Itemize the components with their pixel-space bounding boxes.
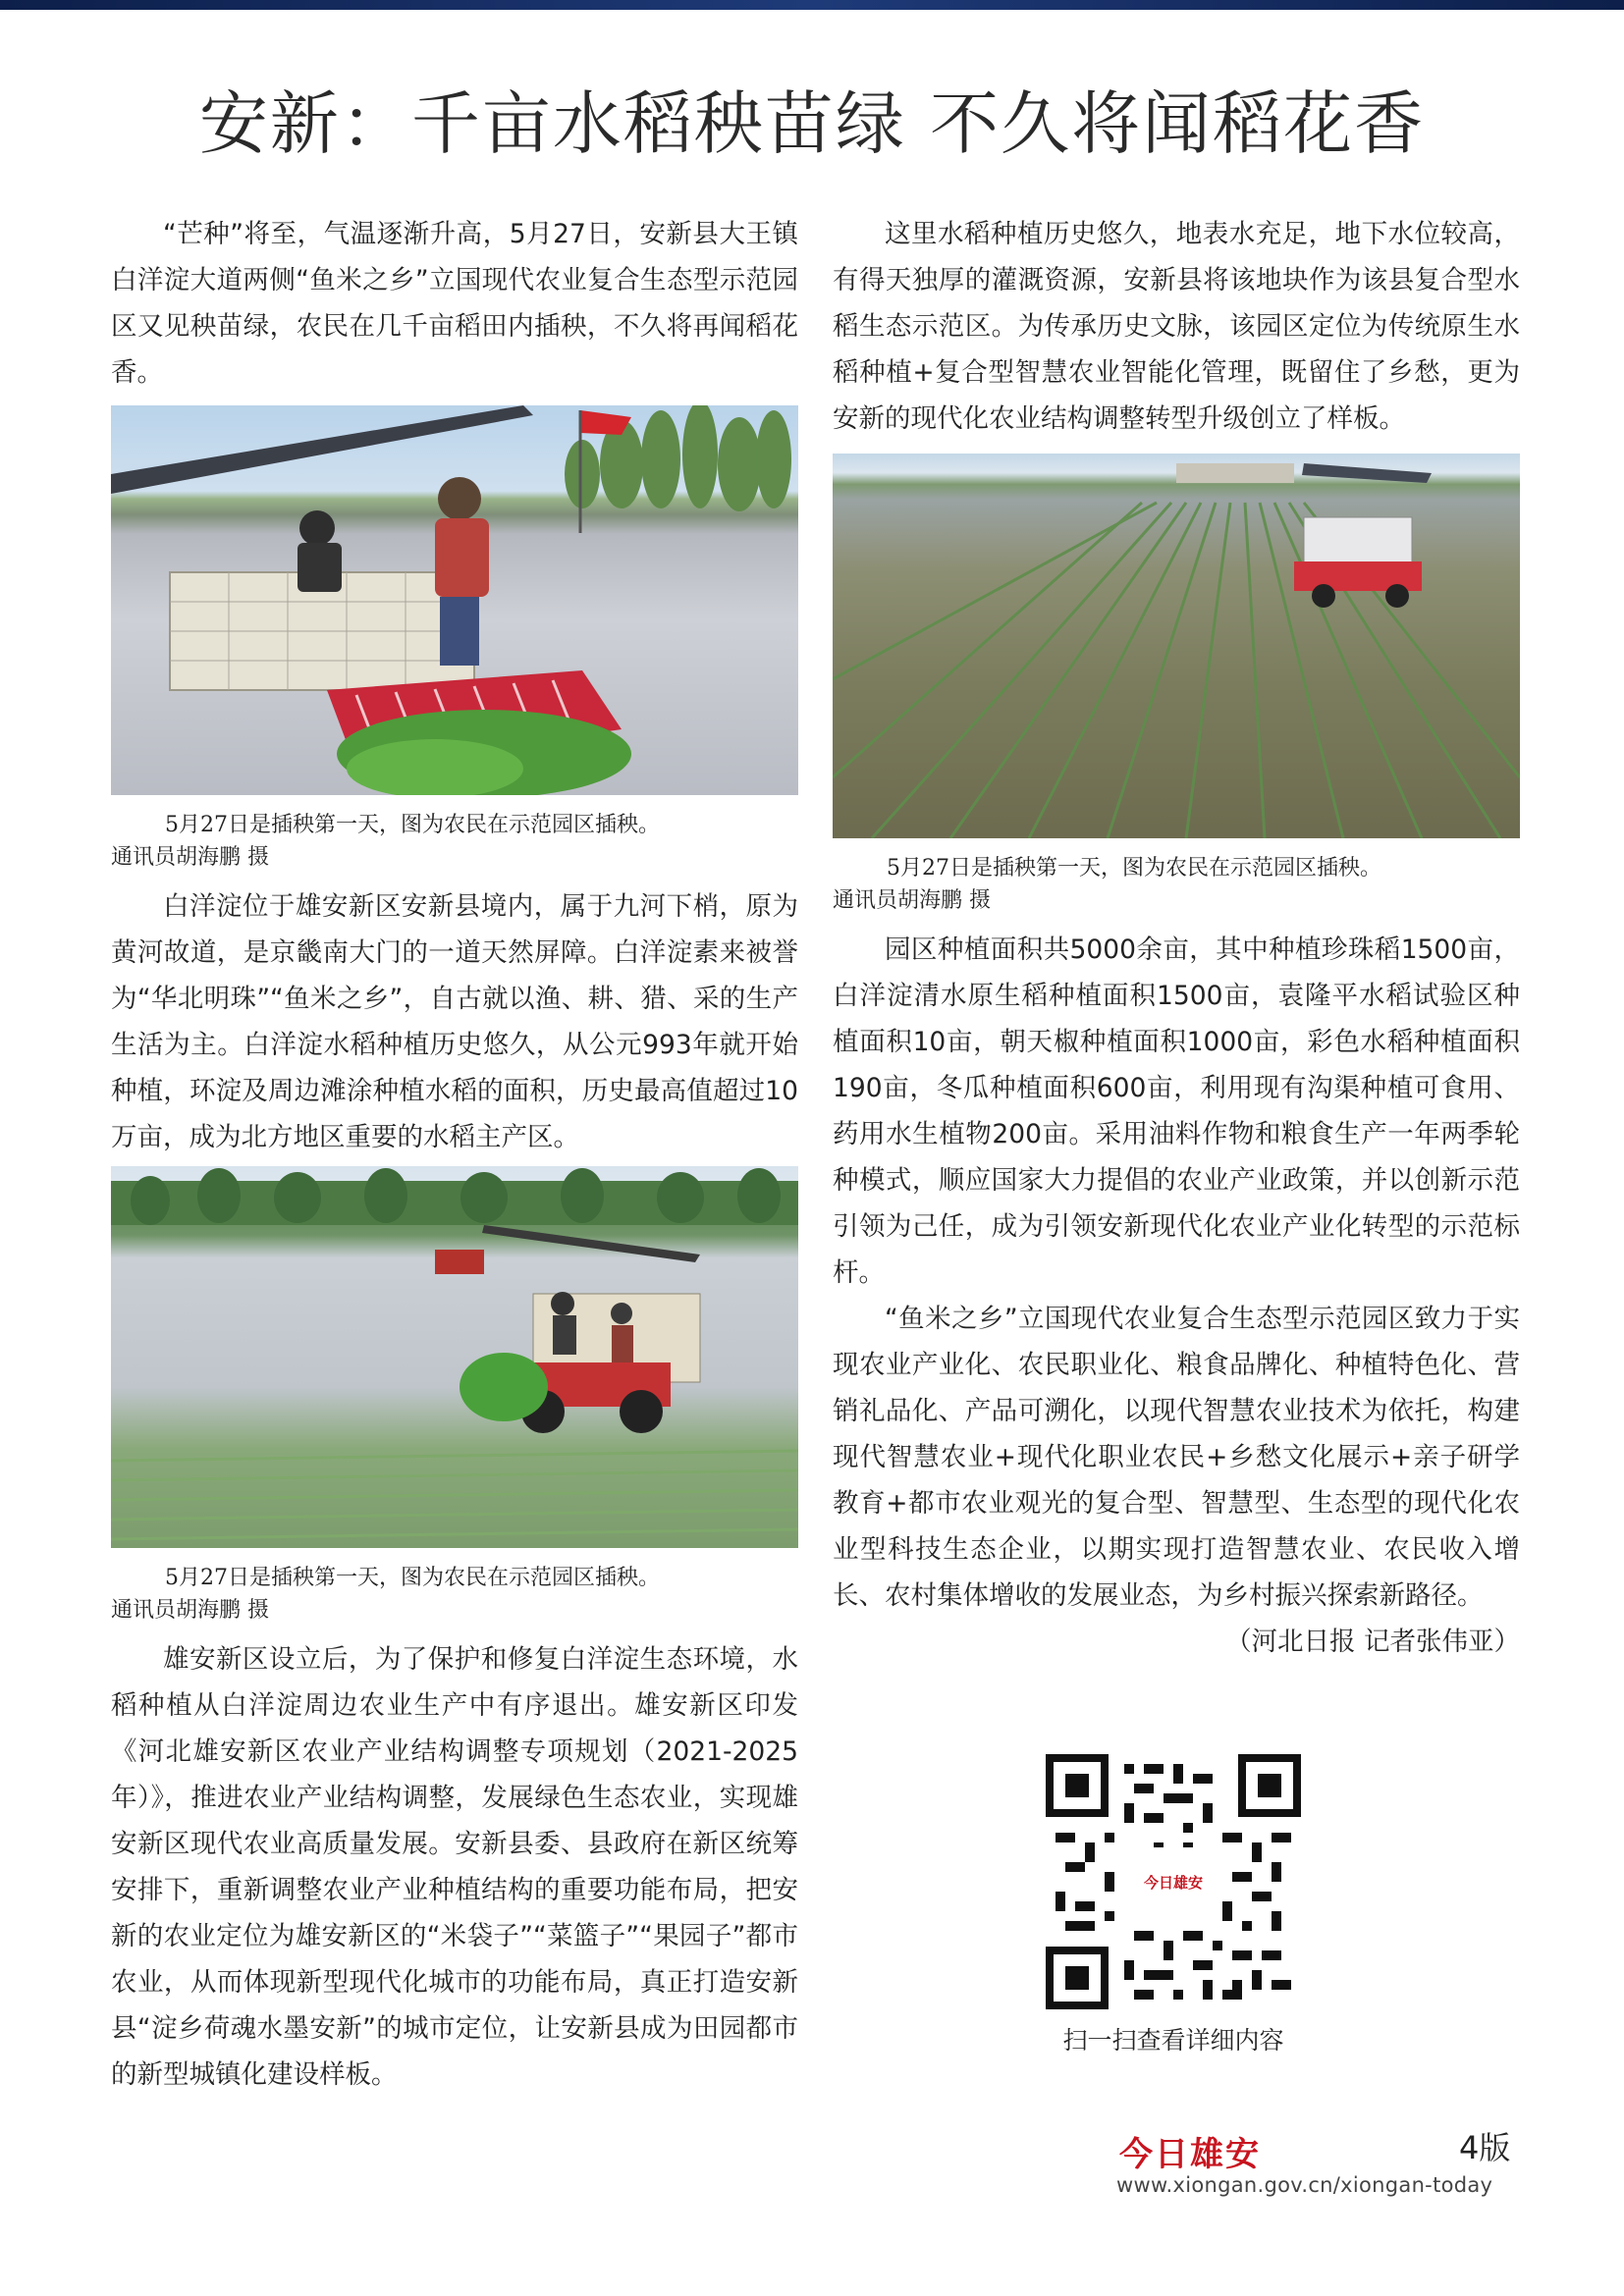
- qr-finder-top-right: [1238, 1754, 1301, 1817]
- right-column: [833, 211, 1520, 1665]
- qr-finder-top-left: [1046, 1754, 1109, 1817]
- paragraph-baiyangdian-history: 白洋淀位于雄安新区安新县境内，属于九河下梢，原为黄河故道，是京畿南大门的一道天然屏障。白洋淀素来被誉为“华北明珠”“鱼米之乡”，自古就以渔、耕、猎、采的生产生活为主。白洋淀水稻种植历史悠久，从公元993年就开始种植，环淀及周边滩涂种植水稻的面积，历史最高值超过10万亩，成为北方地区重要的水稻主产区。: [111, 891, 798, 1152]
- photo1-caption: [111, 809, 798, 874]
- photo3-caption-text: 5月27日是插秧第一天，图为农民在示范园区插秧。: [887, 856, 1381, 881]
- photo3-credit: 通讯员胡海鹏 摄: [833, 888, 991, 913]
- photo-aerial-rice-rows: [833, 454, 1520, 838]
- paragraph-intro: “芒种”将至，气温逐渐升高，5月27日，安新县大王镇白洋淀大道两侧“鱼米之乡”立国现代农业复合生态型示范园区又见秧苗绿，农民在几千亩稻田内插秧，不久将再闻稻花香。: [111, 219, 798, 388]
- photo1-credit: 通讯员胡海鹏 摄: [111, 845, 269, 870]
- paragraph-park-goals: [833, 1296, 1520, 1657]
- paragraph-demo-zone: 这里水稻种植历史悠久，地表水充足，地下水位较高，有得天独厚的灌溉资源，安新县将该地块作为该县复合型水稻生态示范区。为传承历史文脉，该园区定位为传统原生水稻种植+复合型智慧农业智能化管理，既留住了乡愁，更为安新的现代化农业结构调整转型升级创立了样板。: [833, 219, 1520, 434]
- article-title: 安新：千亩水稻秧苗绿 不久将闻稻花香: [198, 83, 1426, 164]
- site-url[interactable]: www.xiongan.gov.cn/xiongan-today: [1116, 2173, 1493, 2197]
- photo1-caption-text: 5月27日是插秧第一天，图为农民在示范园区插秧。: [165, 813, 660, 837]
- top-banner: [0, 0, 1624, 10]
- photo-planting-field: [111, 1166, 798, 1548]
- paragraph-planting-area: 园区种植面积共5000余亩，其中种植珍珠稻1500亩，白洋淀清水原生稻种植面积1500亩，袁隆平水稻试验区种植面积10亩，朝天椒种植面积1000亩，彩色水稻种植面积190亩，冬瓜种植面积600亩，利用现有沟渠种植可食用、药用水生植物200亩。采用油料作物和粮食生产一年两季轮种模式，顺应国家大力提倡的农业产业政策，并以创新示范引领为己任，成为引领安新现代化农业产业化转型的示范标杆。: [833, 934, 1520, 1288]
- qr-center-logo: 今日雄安: [1134, 1847, 1213, 1916]
- photo2-credit: 通讯员胡海鹏 摄: [111, 1598, 269, 1623]
- paragraph-xiongan-planning: 雄安新区设立后，为了保护和修复白洋淀生态环境，水稻种植从白洋淀周边农业生产中有序退出。雄安新区印发《河北雄安新区农业产业结构调整专项规划（2021-2025年）》，推进农业产业结构调整，发展绿色生态农业，实现雄安新区现代农业高质量发展。安新县委、县政府在新区统筹安排下，重新调整农业产业种植结构的重要功能布局，把安新的农业定位为雄安新区的“米袋子”“菜篮子”“果园子”都市农业，从而体现新型现代化城市的功能布局，真正打造安新县“淀乡荷魂水墨安新”的城市定位，让安新县成为田园都市的新型城镇化建设样板。: [111, 1644, 798, 2090]
- brand-logo: 今日雄安: [1119, 2135, 1261, 2174]
- photo2-caption: [111, 1562, 798, 1627]
- page-number: 4版: [1459, 2129, 1511, 2166]
- qr-block: [1046, 1754, 1301, 2056]
- left-column: [111, 211, 798, 2098]
- qr-finder-bottom-left: [1046, 1947, 1109, 2009]
- photo2-caption-text: 5月27日是插秧第一天，图为农民在示范园区插秧。: [165, 1566, 660, 1590]
- qr-code[interactable]: [1046, 1754, 1301, 2009]
- photo-planting-machine-closeup: [111, 405, 798, 795]
- byline: （河北日报 记者张伟亚）: [1225, 1627, 1520, 1657]
- qr-caption: 扫一扫查看详细内容: [1062, 2026, 1284, 2055]
- photo3-caption: [833, 852, 1520, 917]
- paragraph-park-goals-text: “鱼米之乡”立国现代农业复合生态型示范园区致力于实现农业产业化、农民职业化、粮食品牌化、种植特色化、营销礼品化、产品可溯化，以现代智慧农业技术为依托，构建现代智慧农业+现代化职业农民+乡愁文化展示+亲子研学教育+都市农业观光的复合型、智慧型、生态型的现代化农业型科技生态企业，以期实现打造智慧农业、农民收入增长、农村集体增收的发展业态，为乡村振兴探索新路径。: [833, 1304, 1520, 1611]
